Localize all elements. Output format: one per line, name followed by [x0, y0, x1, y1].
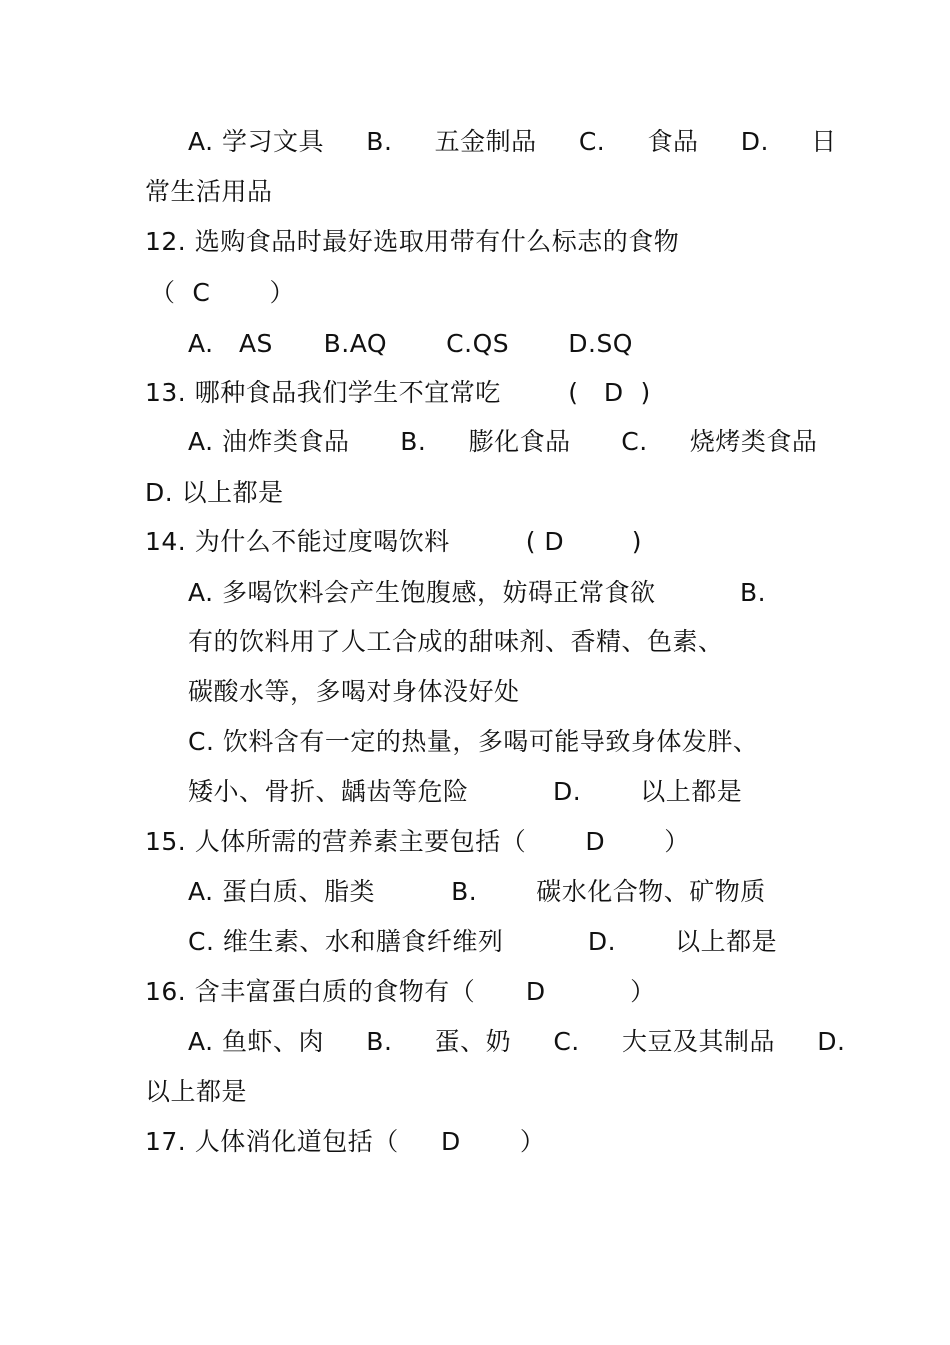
q17-question: 17. 人体消化道包括（ D ）	[145, 1127, 546, 1156]
q15-options-line-2: C. 维生素、水和膳食纤维列 D. 以上都是	[188, 927, 778, 956]
q14-option-b-line-1: 有的饮料用了人工合成的甜味剂、香精、色素、	[188, 627, 724, 656]
q15-options-line-1: A. 蛋白质、脂类 B. 碳水化合物、矿物质	[188, 877, 766, 906]
q13-options-line-1: A. 油炸类食品 B. 膨化食品 C. 烧烤类食品	[188, 427, 818, 456]
q16-options-line-2: 以上都是	[145, 1077, 248, 1106]
q14-question: 14. 为什么不能过度喝饮料 ( D )	[145, 527, 643, 556]
q12-question: 12. 选购食品时最好选取用带有什么标志的食物	[145, 227, 680, 256]
q13-options-line-2: D. 以上都是	[145, 478, 284, 507]
q14-option-a: A. 多喝饮料会产生饱腹感，妨碍正常食欲 B.	[188, 578, 767, 607]
q12-answer: （ C ）	[150, 278, 295, 307]
q13-question: 13. 哪种食品我们学生不宜常吃 ( D )	[145, 378, 651, 407]
q11-options-line-1: A. 学习文具 B. 五金制品 C. 食品 D. 日	[188, 127, 837, 156]
q14-option-c-line-2: 矮小、骨折、龋齿等危险 D. 以上都是	[188, 777, 743, 806]
q16-question: 16. 含丰富蛋白质的食物有（ D ）	[145, 977, 656, 1006]
q14-option-b-line-2: 碳酸水等，多喝对身体没好处	[188, 677, 520, 706]
q15-question: 15. 人体所需的营养素主要包括（ D ）	[145, 827, 690, 856]
q16-options-line-1: A. 鱼虾、肉 B. 蛋、奶 C. 大豆及其制品 D.	[188, 1027, 846, 1056]
q12-options: A. AS B.AQ C.QS D.SQ	[188, 329, 633, 358]
q14-option-c-line-1: C. 饮料含有一定的热量，多喝可能导致身体发胖、	[188, 727, 759, 756]
q11-options-line-2: 常生活用品	[145, 177, 273, 206]
